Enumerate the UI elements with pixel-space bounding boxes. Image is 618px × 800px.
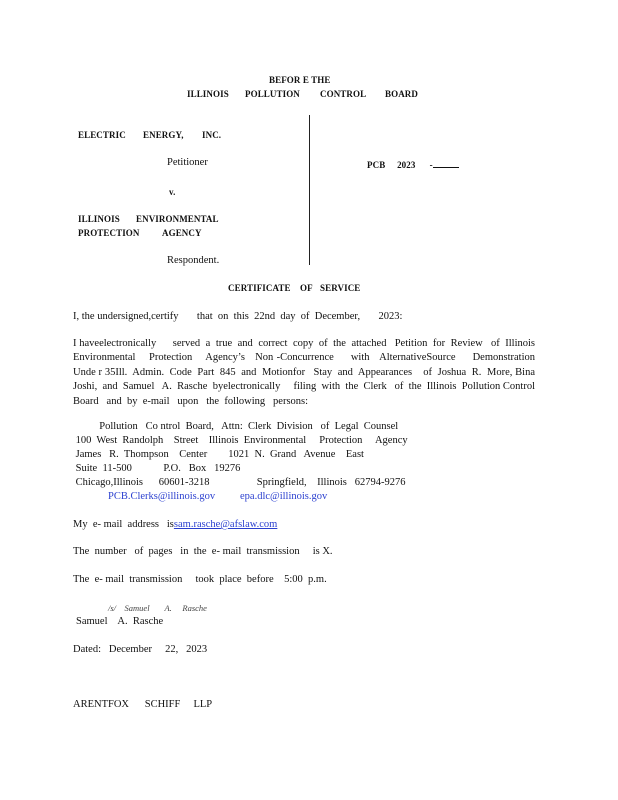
header-word-illinois: ILLINOIS [187, 89, 229, 99]
case-year: 2023 [397, 160, 416, 170]
petitioner-name-3: INC. [202, 130, 222, 140]
title-certificate: CERTIFICATE [228, 283, 291, 293]
respondent-label: Respondent. [167, 255, 220, 266]
signature-s: /s/ [108, 603, 117, 613]
service-paragraph: I haveelectronically served a true and correct copy of the attached Petition for Review of Illinois Environmental Protection Agency’s Non -Concurrence with AlternativeSource Demonstration Unde r 35Ill. Admin. Code Part 845 and Motionfor Stay and Appearances of Joshua R. More, Bina Joshi, and Samuel A. Rasche byelectronically filing with the Clerk of the Illinois Pollution Control Board and by e-mail upon the following persons: [73, 338, 541, 407]
my-email-link[interactable]: sam.rasche@afslaw.com [173, 519, 278, 530]
case-number [367, 158, 459, 170]
case-number-blank [433, 158, 459, 168]
email-link-board[interactable]: PCB.Clerks@illinois.gov [108, 491, 216, 502]
header-word-pollution: POLLUTION [245, 89, 300, 99]
caption-divider [309, 115, 310, 265]
certify-line: I, the undersigned,certify that on this 22nd day of December, 2023: [73, 311, 403, 322]
signature-first: Samuel [124, 603, 150, 613]
signer-name: Samuel A. Rasche [76, 616, 164, 627]
time-line: The e- mail transmission took place before 5:00 p.m. [73, 574, 327, 585]
respondent-name-2a: PROTECTION [78, 228, 140, 238]
header-word-board: BOARD [385, 89, 419, 99]
service-list-row-2: 100 West Randolph Street Illinois Environmental Protection Agency [73, 435, 408, 446]
email-line [73, 519, 297, 530]
respondent-name-1b: ENVIRONMENTAL [136, 214, 219, 224]
email-line-prefix: My e- mail address is [73, 519, 174, 530]
title-of: OF [300, 283, 313, 293]
signature-middle: A. [164, 603, 172, 613]
service-list-row-5: Chicago,Illinois 60601-3218 Springfield, Illinois 62794-9276 [73, 477, 406, 488]
respondent-name-2b: AGENCY [162, 228, 202, 238]
service-list-row-1: Pollution Co ntrol Board, Attn: Clerk Division of Legal Counsel [73, 421, 399, 432]
firm-name: ARENTFOX SCHIFF LLP [73, 699, 213, 710]
petitioner-label: Petitioner [167, 157, 208, 168]
dated-line: Dated: December 22, 2023 [73, 644, 208, 655]
versus: v. [169, 187, 176, 197]
case-dash: - [429, 160, 433, 170]
service-list-row-4: Suite 11-500 P.O. Box 19276 [73, 463, 241, 474]
email-link-epa[interactable]: epa.dlc@illinois.gov [240, 491, 328, 502]
signature-mark [108, 603, 207, 613]
service-list-row-3: James R. Thompson Center 1021 N. Grand Avenue East [73, 449, 364, 460]
petitioner-name-2: ENERGY, [143, 130, 184, 140]
header-before-the: BEFOR E THE [269, 75, 331, 85]
petitioner-name-1: ELECTRIC [78, 130, 126, 140]
respondent-name-1a: ILLINOIS [78, 214, 120, 224]
header-word-control: CONTROL [320, 89, 367, 99]
title-service: SERVICE [320, 283, 361, 293]
signature-last: Rasche [182, 603, 207, 613]
pages-line: The number of pages in the e- mail transmission is X. [73, 546, 333, 557]
case-prefix: PCB [367, 160, 386, 170]
